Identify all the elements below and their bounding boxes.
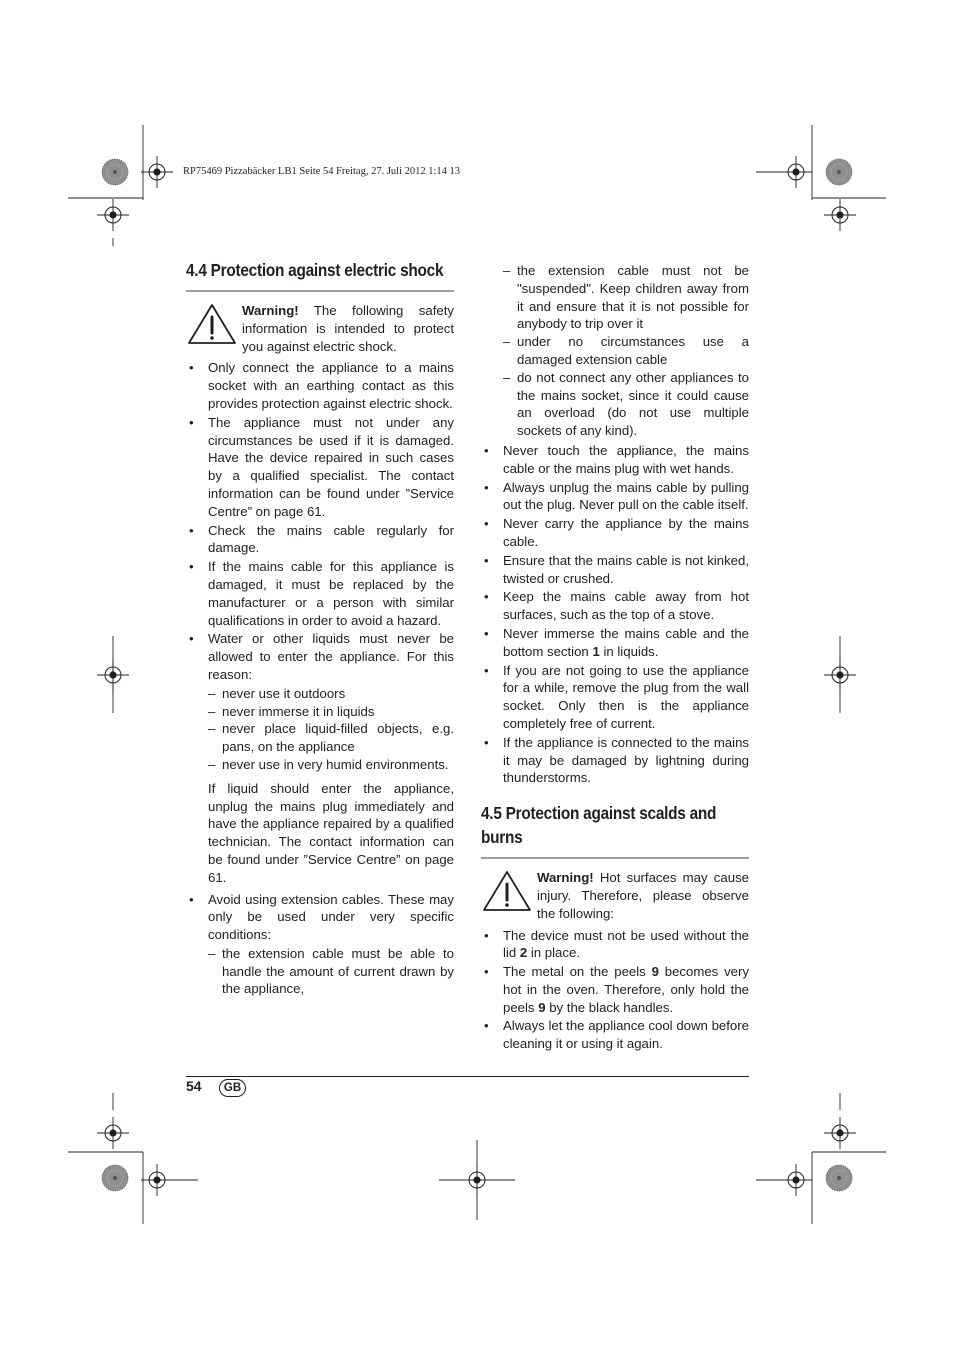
warning-text — [242, 302, 454, 355]
warning-label: Warning! — [537, 870, 594, 886]
list-item: • If you are not going to use the appliance for a while, remove the plug from the wall socket. Only then is the appliance completely free of current. — [481, 662, 749, 733]
part-number: 9 — [651, 964, 659, 980]
part-number: 9 — [538, 999, 546, 1015]
list-item — [481, 927, 749, 963]
left-column — [186, 258, 454, 998]
peels-text-mid: becomes very hot in the oven. Therefore, only hold the peels — [503, 964, 749, 1015]
page-number: 54 — [186, 1078, 202, 1094]
list-item: • Keep the mains cable away from hot surfaces, such as the top of a stove. — [481, 588, 749, 624]
list-item: • If the mains cable for this appliance is damaged, it must be replaced by the manufacturer or a person with similar qualifications in order to avoid a hazard. — [186, 558, 454, 629]
list-item: • Only connect the appliance to a mains socket with an earthing contact as this provides protection against electric shock. — [186, 359, 454, 412]
warning-hot-surfaces — [481, 869, 749, 922]
bullet-list-b — [481, 442, 749, 787]
dash-item: – never use it outdoors — [208, 685, 454, 703]
warning-body: Hot surfaces may cause injury. Therefore, please observe the following: — [537, 870, 749, 921]
peels-text-pre: The metal on the peels — [503, 964, 652, 980]
list-item: • If the appliance is connected to the mains it may be damaged by lightning during thunderstorms. — [481, 734, 749, 787]
list-item: • Never touch the appliance, the mains cable or the mains plug with wet hands. — [481, 442, 749, 478]
warning-triangle-icon — [481, 869, 533, 913]
dash-item: – the extension cable must be able to handle the amount of current drawn by the appliance, — [208, 945, 454, 998]
list-item: • Ensure that the mains cable is not kinked, twisted or crushed. — [481, 552, 749, 588]
part-number: 2 — [519, 945, 528, 961]
warning-body: The following safety information is intended to protect you against electric shock. — [242, 303, 454, 354]
dash-item: – never immerse it in liquids — [208, 703, 454, 721]
language-badge: GB — [219, 1079, 246, 1097]
lid-text-pre: The device must not be used without the lid — [503, 927, 749, 961]
list-item — [481, 625, 749, 661]
dash-list-extension-right — [503, 262, 749, 440]
section-4-5 — [481, 801, 749, 1053]
footer-rule — [186, 1076, 749, 1077]
section-4-5-heading — [481, 801, 749, 859]
list-item: • The appliance must not under any circumstances be used if it is damaged. Have the device repaired in such cases by a qualified specialist. The contact information can be found under ”Service Centre” on page 61. — [186, 414, 454, 521]
bullet-list-extension — [186, 891, 454, 944]
dash-item: – do not connect any other appliances to the mains socket, since it could cause an overload (do not use multiple sockets of any kind). — [503, 369, 749, 440]
bullet-list-a — [186, 359, 454, 683]
list-item — [481, 963, 749, 1016]
dash-item: – under no circumstances use a damaged extension cable — [503, 333, 749, 369]
print-job-info: RP75469 Pizzabäcker LB1 Seite 54 Freitag, 27. Juli 2012 1:14 13 — [183, 166, 461, 177]
liquid-paragraph: If liquid should enter the appliance, unplug the mains plug immediately and have the appliance repaired by a qualified technician. The contact information can be found under ”Service Centre” on page 61. — [208, 780, 454, 885]
warning-electric-shock — [186, 302, 454, 355]
section-title: 4.4 Protection against electric shock — [186, 260, 444, 280]
immerse-text-post: in liquids. — [599, 643, 659, 659]
warning-text — [537, 869, 749, 922]
bullet-list-burns — [481, 927, 749, 1054]
list-item: • Check the mains cable regularly for damage. — [186, 522, 454, 558]
dash-item: – the extension cable must not be "suspended". Keep children away from it and ensure that it is not possible for anybody to trip over it — [503, 262, 749, 333]
dash-item: – never place liquid-filled objects, e.g. pans, on the appliance — [208, 720, 454, 756]
peels-text-post: by the black handles. — [545, 999, 674, 1015]
list-item: • Never carry the appliance by the mains cable. — [481, 515, 749, 551]
list-item: • Always let the appliance cool down before cleaning it or using it again. — [481, 1017, 749, 1053]
lid-text-post: in place. — [527, 945, 580, 961]
warning-triangle-icon — [186, 302, 238, 346]
dash-list-extension-left — [208, 945, 454, 998]
list-item: • Water or other liquids must never be allowed to enter the appliance. For this reason: — [186, 630, 454, 683]
immerse-text-pre: Never immerse the mains cable and the bottom section — [503, 625, 749, 659]
section-title: 4.5 Protection against scalds and burns — [481, 803, 717, 848]
list-item: • Always unplug the mains cable by pulling out the plug. Never pull on the cable itself. — [481, 479, 749, 515]
section-4-4-heading — [186, 258, 454, 292]
warning-label: Warning! — [242, 303, 299, 318]
list-item: • Avoid using extension cables. These may only be used under very specific conditions: — [186, 891, 454, 944]
dash-item: – never use in very humid environments. — [208, 756, 454, 774]
right-column — [481, 262, 749, 1054]
dash-list-water — [208, 685, 454, 774]
part-number: 1 — [592, 643, 600, 659]
